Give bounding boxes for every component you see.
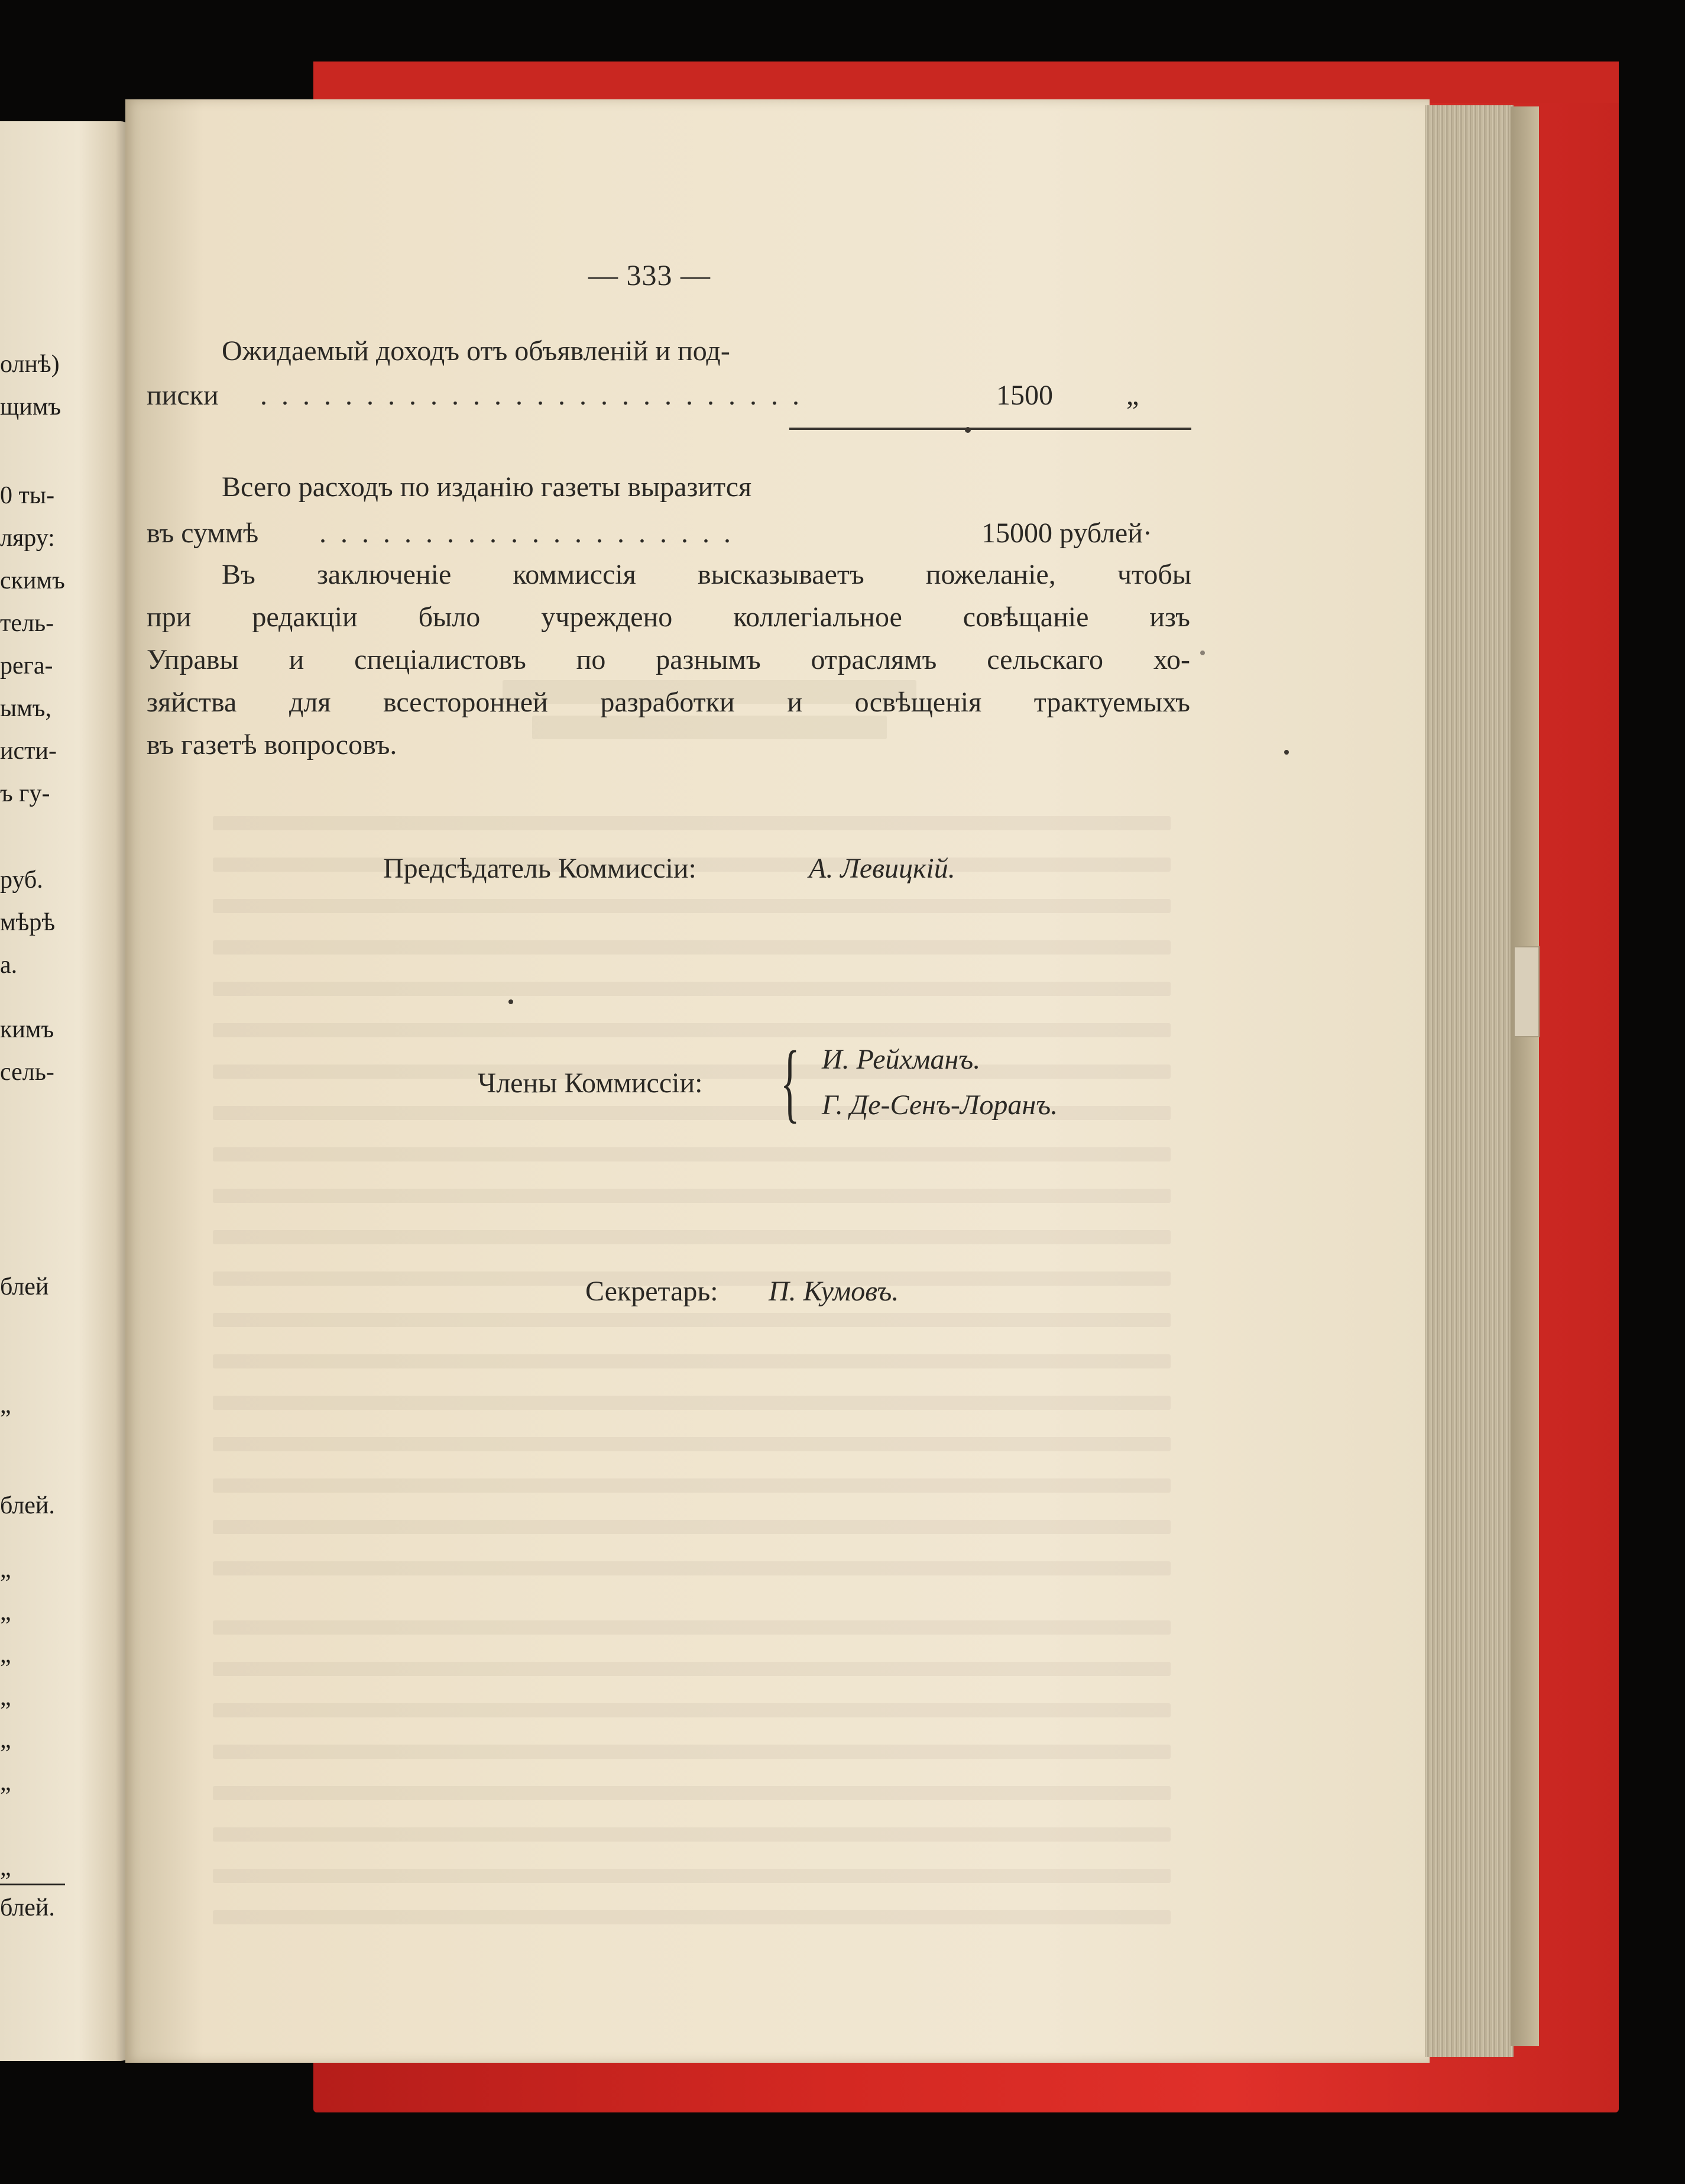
page-number: — 333 —	[588, 258, 711, 292]
members-brace: {	[780, 1033, 800, 1131]
total-line-1: Всего расходъ по изданію газеты выразится	[222, 471, 752, 503]
total-dots: . . . . . . . . . . . . . . . . . . . .	[319, 517, 734, 549]
left-fragment: „	[0, 1726, 11, 1753]
show-through	[213, 1313, 1171, 1327]
member-2-name: Г. Де-Сенъ-Лоранъ.	[822, 1089, 1058, 1121]
left-fragment: кимъ	[0, 1016, 54, 1043]
left-fragment: ымъ,	[0, 695, 52, 722]
page-block-shadow	[1511, 106, 1539, 2046]
left-fragment: 0 ты-	[0, 482, 55, 509]
show-through	[213, 1147, 1171, 1161]
bookmark-tab	[1514, 946, 1540, 1037]
ink-speck	[508, 999, 513, 1004]
left-fragment: „	[0, 1769, 11, 1796]
sum-rule	[789, 428, 1191, 430]
left-fragment: блей.	[0, 1894, 55, 1921]
show-through	[213, 1520, 1171, 1534]
paragraph-line-1: Въ заключеніе коммиссія высказываетъ пожеланіе, чтобы	[222, 559, 1191, 590]
total-amount: 15000 рублей·	[981, 517, 1152, 549]
ink-speck	[1200, 651, 1205, 655]
ink-speck	[1284, 750, 1289, 755]
left-page	[0, 121, 131, 2061]
show-through	[532, 716, 887, 739]
left-fragment: блей	[0, 1273, 49, 1300]
income-dots: . . . . . . . . . . . . . . . . . . . . . . . . . .	[260, 380, 803, 411]
show-through	[213, 816, 1171, 830]
income-ditto-mark: „	[1126, 380, 1139, 411]
show-through	[213, 1745, 1171, 1759]
chairman-name: А. Левицкій.	[809, 853, 955, 884]
show-through	[213, 1827, 1171, 1842]
left-fragment: „	[0, 1392, 11, 1419]
ink-speck	[965, 427, 971, 433]
paragraph-line-2: при редакціи было учреждено коллегіальное совѣщаніе изъ	[147, 601, 1190, 633]
paragraph-line-4: зяйства для всесторонней разработки и освѣщенія трактуемыхъ	[147, 687, 1190, 718]
paragraph-line-3: Управы и спеціалистовъ по разнымъ отраслямъ сельскаго хо-	[147, 644, 1190, 675]
left-fragment: мѣрѣ	[0, 909, 56, 936]
member-1-name: И. Рейхманъ.	[822, 1044, 981, 1075]
left-fragment: блей.	[0, 1492, 55, 1519]
left-fragment: олнѣ)	[0, 351, 60, 378]
show-through	[213, 1189, 1171, 1203]
left-fragment: тель-	[0, 610, 54, 637]
left-fragment: „	[0, 1684, 11, 1711]
show-through	[213, 1396, 1171, 1410]
show-through	[213, 899, 1171, 913]
book-cover-top	[313, 62, 1619, 103]
show-through	[213, 982, 1171, 996]
left-fragment: „	[0, 1556, 11, 1583]
left-fragment: рега-	[0, 652, 53, 680]
show-through	[213, 1354, 1171, 1368]
show-through	[213, 1478, 1171, 1493]
secretary-name: П. Кумовъ.	[769, 1276, 899, 1307]
show-through	[213, 1869, 1171, 1883]
left-fragment: исти-	[0, 737, 57, 765]
secretary-label: Секретарь:	[585, 1276, 718, 1307]
left-fragment: „	[0, 1854, 11, 1881]
show-through	[213, 1023, 1171, 1037]
income-amount: 1500	[996, 380, 1053, 411]
left-fragment: щимъ	[0, 393, 61, 420]
show-through	[213, 1910, 1171, 1924]
income-line-2-label: писки	[147, 380, 219, 411]
left-fragment: скимъ	[0, 567, 65, 594]
left-fragment: „	[0, 1599, 11, 1626]
show-through	[213, 1703, 1171, 1717]
left-fragment: сель-	[0, 1059, 54, 1086]
left-fragment: ляру:	[0, 525, 55, 552]
show-through	[213, 940, 1171, 955]
page-block-edge	[1425, 105, 1514, 2057]
show-through	[213, 1230, 1171, 1244]
show-through	[213, 1786, 1171, 1800]
left-rule	[0, 1884, 65, 1885]
chairman-label: Предсѣдатель Коммиссіи:	[383, 853, 696, 884]
show-through	[213, 1437, 1171, 1451]
left-fragment: а.	[0, 952, 18, 979]
show-through	[213, 1662, 1171, 1676]
left-fragment: руб.	[0, 866, 43, 894]
paragraph-line-5: въ газетѣ вопросовъ.	[147, 729, 397, 761]
show-through	[213, 1620, 1171, 1635]
members-label: Члены Коммиссіи:	[478, 1067, 703, 1099]
show-through	[213, 1561, 1171, 1575]
income-line-1: Ожидаемый доходъ отъ объявленій и под-	[222, 335, 730, 367]
total-line-2-label: въ суммѣ	[147, 517, 259, 549]
left-fragment: ъ гу-	[0, 780, 50, 807]
left-fragment: „	[0, 1641, 11, 1668]
